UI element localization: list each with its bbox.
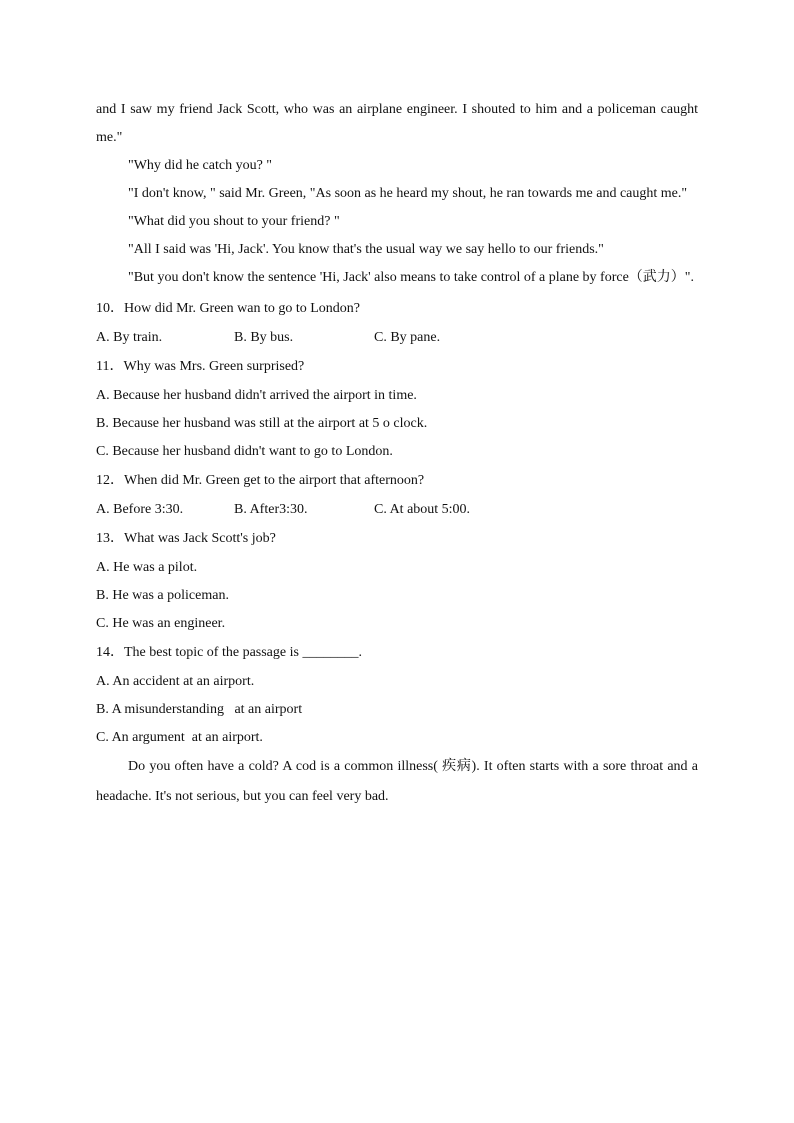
next-passage: Do you often have a cold? A cod is a common illness( 疾病). It often starts with a sore throat and a headache. It's not serious, but you can feel very bad. xyxy=(96,759,698,804)
question-stem: The best topic of the passage is ________. xyxy=(124,645,362,660)
question-number: 10． xyxy=(96,301,124,316)
option-a: A. By train. xyxy=(96,330,163,345)
passage-line: and I saw my friend Jack Scott, who was an airplane engineer. I shouted to him and a policeman caught me." xyxy=(96,102,698,145)
question-number: 12． xyxy=(96,473,124,488)
question-11 xyxy=(96,352,698,382)
option-a: A. He was a pilot. xyxy=(96,560,198,575)
option-b: B. After3:30. xyxy=(234,502,308,517)
question-stem: Why was Mrs. Green surprised? xyxy=(123,359,305,374)
option-b: B. By bus. xyxy=(234,330,294,345)
option-b: B. Because her husband was still at the airport at 5 o clock. xyxy=(96,416,428,431)
option-a: A. Because her husband didn't arrived the airport in time. xyxy=(96,388,417,403)
option-c: C. At about 5:00. xyxy=(374,502,471,517)
question-10-options xyxy=(96,324,698,352)
passage-line: "I don't know, " said Mr. Green, "As soon as he heard my shout, he ran towards me and caught me." xyxy=(128,186,688,201)
option-a: A. An accident at an airport. xyxy=(96,674,255,689)
question-number: 13． xyxy=(96,531,124,546)
option-c: C. Because her husband didn't want to go to London. xyxy=(96,444,393,459)
question-14 xyxy=(96,638,698,668)
question-13 xyxy=(96,524,698,554)
question-10 xyxy=(96,294,698,324)
question-number: 11． xyxy=(96,359,124,374)
option-a: A. Before 3:30. xyxy=(96,502,184,517)
option-b: B. He was a policeman. xyxy=(96,588,229,603)
question-12 xyxy=(96,466,698,496)
question-stem: When did Mr. Green get to the airport that afternoon? xyxy=(124,473,425,488)
option-c: C. He was an engineer. xyxy=(96,616,226,631)
option-c: C. An argument at an airport. xyxy=(96,730,263,745)
document-content xyxy=(96,96,698,812)
question-12-options xyxy=(96,496,698,524)
question-stem: How did Mr. Green wan to go to London? xyxy=(124,301,361,316)
passage-line: "All I said was 'Hi, Jack'. You know that's the usual way we say hello to our friends." xyxy=(128,242,604,257)
passage-line: "But you don't know the sentence 'Hi, Jack' also means to take control of a plane by force（武力）". xyxy=(128,270,695,285)
question-stem: What was Jack Scott's job? xyxy=(124,531,276,546)
passage-line: "What did you shout to your friend? " xyxy=(128,214,340,229)
question-number: 14． xyxy=(96,645,124,660)
option-b: B. A misunderstanding at an airport xyxy=(96,702,303,717)
option-c: C. By pane. xyxy=(374,330,441,345)
passage-line: "Why did he catch you? " xyxy=(128,158,272,173)
